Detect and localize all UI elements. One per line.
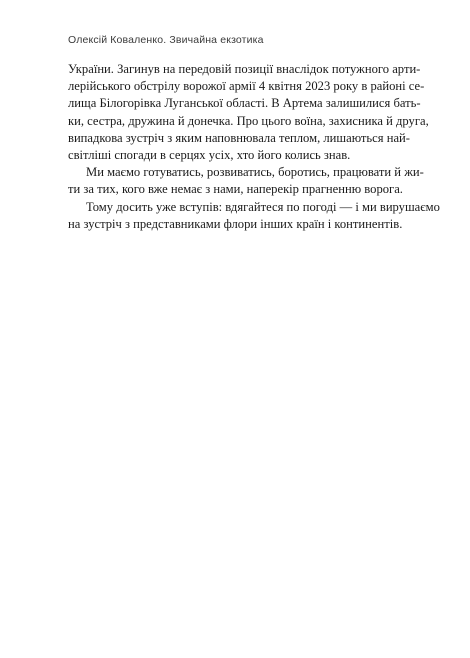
- text-line: України. Загинув на передовій позиції внаслідок потужного арти-: [68, 62, 421, 76]
- text-line: лерійського обстрілу ворожої армії 4 квітня 2023 року в районі се-: [68, 79, 425, 94]
- text-line: Ми маємо готуватись, розвиватись, боротись, працювати й жи-: [86, 165, 424, 180]
- paragraph-2: [68, 164, 424, 198]
- text-line: Тому досить уже вступів: вдягайтеся по погоді — і ми вирушаємо: [86, 199, 440, 214]
- text-line: ти за тих, кого вже немає з нами, наперекір прагненню ворога.: [68, 182, 403, 197]
- text-line: лища Білогорівка Луганської області. В Артема залишилися бать-: [68, 96, 421, 111]
- text-line: на зустріч з представниками флори інших країн і континентів.: [68, 216, 403, 231]
- running-head: Олексій Коваленко. Звичайна екзотика: [68, 34, 264, 46]
- text-line: світліші спогади в серцях усіх, хто його колись знав.: [68, 148, 351, 163]
- text-line: випадкова зустріч з яким наповнювала теплом, лишаються най-: [68, 130, 410, 145]
- paragraph-1: [68, 61, 429, 164]
- body-text: [68, 61, 440, 233]
- paragraph-3: [68, 199, 440, 233]
- text-line: ки, сестра, дружина й донечка. Про цього воїна, захисника й друга,: [68, 113, 429, 128]
